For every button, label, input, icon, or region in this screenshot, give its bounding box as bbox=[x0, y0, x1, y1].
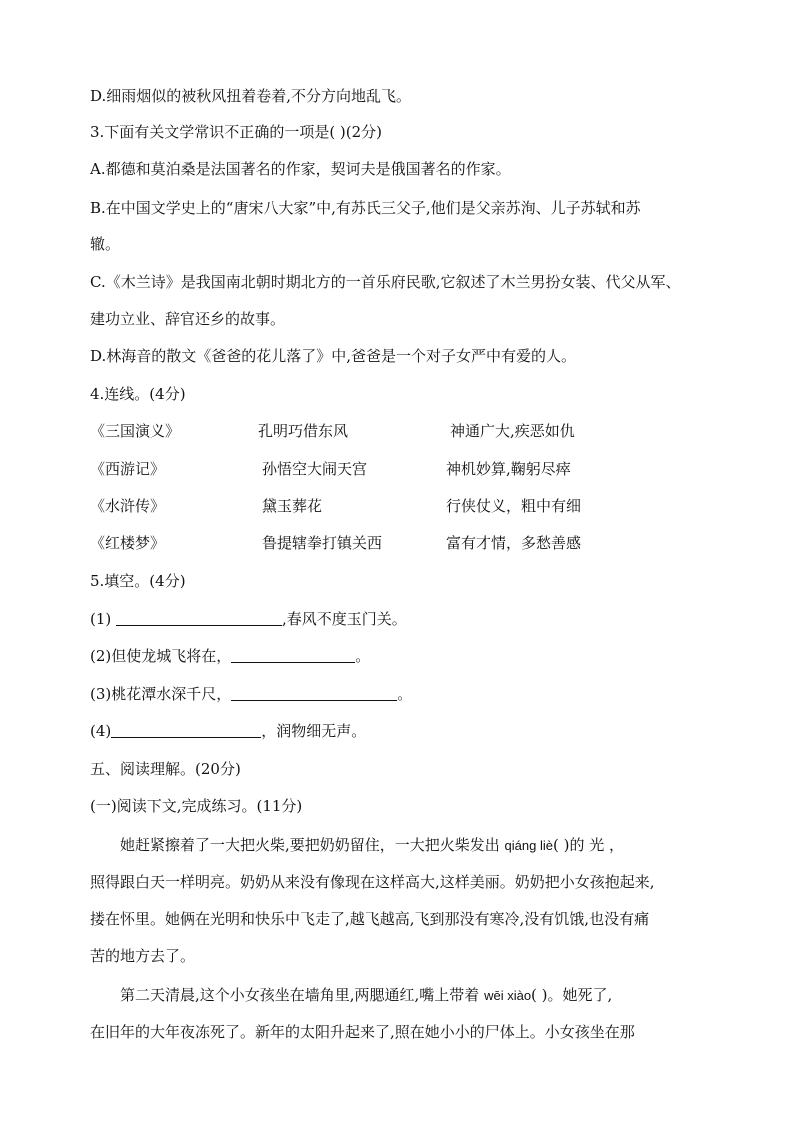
matching-trait: 神机妙算,鞠躬尽瘁 bbox=[446, 460, 571, 478]
pinyin-prompt: qiáng liè bbox=[504, 838, 553, 853]
fill-item-2-suffix: 。 bbox=[355, 647, 371, 665]
reading-part-1-heading: (一)阅读下文,完成练习。(11分) bbox=[90, 797, 303, 815]
fill-item-4-prefix: (4) bbox=[90, 722, 112, 740]
q3-option-c-line2: 建功立业、辞官还乡的故事。 bbox=[90, 310, 286, 328]
matching-trait: 神通广大,疾恶如仇 bbox=[450, 422, 575, 440]
passage-paragraph-1-line-1 bbox=[120, 835, 720, 856]
passage-paragraph-1-line-2: 照得跟白天一样明亮。奶奶从来没有像现在这样高大,这样美丽。奶奶把小女孩抱起来, bbox=[90, 873, 655, 891]
passage-paragraph-1-line-4: 苦的地方去了。 bbox=[90, 947, 196, 965]
matching-event: 鲁提辖拳打镇关西 bbox=[262, 534, 383, 552]
q3-option-c-line1: C.《木兰诗》是我国南北朝时期北方的一首乐府民歌,它叙述了木兰男扮女装、代父从军、 bbox=[90, 273, 681, 291]
section-5-heading: 五、阅读理解。(20分) bbox=[90, 760, 241, 778]
matching-trait: 行侠仗义，粗中有细 bbox=[446, 497, 582, 515]
matching-book: 《西游记》 bbox=[90, 460, 166, 478]
fill-item-2 bbox=[90, 646, 730, 666]
answer-blank-1[interactable] bbox=[116, 611, 282, 626]
passage-text: 。她死了, bbox=[547, 986, 613, 1004]
q3-option-a: A.都德和莫泊桑是法国著名的作家，契诃夫是俄国著名的作家。 bbox=[90, 160, 511, 178]
fill-item-3 bbox=[90, 684, 730, 704]
q4-heading: 4.连线。(4分) bbox=[90, 385, 186, 403]
passage-text: 她赶紧擦着了一大把火柴,要把奶奶留住，一大把火柴发出 bbox=[120, 836, 505, 854]
passage-text: 第二天清晨,这个小女孩坐在墙角里,两腮通红,嘴上带着 bbox=[120, 986, 485, 1004]
matching-book: 《三国演义》 bbox=[90, 422, 181, 440]
fill-item-2-prefix: (2)但使龙城飞将在， bbox=[90, 647, 232, 665]
pinyin-prompt: wēi xiào bbox=[484, 988, 532, 1003]
passage-text: 的 光 ， bbox=[569, 836, 625, 854]
fill-item-3-prefix: (3)桃花潭水深千尺， bbox=[90, 685, 232, 703]
matching-event: 孔明巧借东风 bbox=[258, 422, 349, 440]
fill-item-1-prefix: (1) bbox=[90, 610, 117, 628]
answer-blank-3[interactable] bbox=[231, 686, 397, 701]
matching-event: 黛玉葬花 bbox=[262, 497, 323, 515]
passage-paragraph-2-line-2: 在旧年的大年夜冻死了。新年的太阳升起来了,照在她小小的尸体上。小女孩坐在那 bbox=[90, 1023, 635, 1041]
answer-paren-2[interactable]: ( ) bbox=[531, 986, 548, 1004]
answer-paren-1[interactable]: ( ) bbox=[552, 836, 570, 854]
q3-option-b-line1: B.在中国文学史上的“唐宋八大家”中,有苏氏三父子,他们是父亲苏洵、儿子苏轼和苏 bbox=[90, 199, 641, 217]
fill-item-1-suffix: ,春风不度玉门关。 bbox=[282, 610, 407, 628]
fill-item-3-suffix: 。 bbox=[397, 685, 413, 703]
fill-item-4-suffix: ，润物细无声。 bbox=[261, 722, 367, 740]
q3-heading: 3.下面有关文学常识不正确的一项是( )(2分) bbox=[90, 123, 383, 141]
answer-blank-4[interactable] bbox=[111, 723, 261, 738]
answer-blank-2[interactable] bbox=[231, 648, 355, 663]
matching-trait: 富有才情，多愁善感 bbox=[446, 534, 582, 552]
passage-paragraph-2-line-1 bbox=[120, 985, 720, 1006]
q2-option-d: D.细雨烟似的被秋风扭着卷着,不分方向地乱飞。 bbox=[90, 87, 412, 105]
matching-book: 《红楼梦》 bbox=[90, 534, 166, 552]
matching-event: 孙悟空大闹天宫 bbox=[262, 460, 368, 478]
passage-paragraph-1-line-3: 搂在怀里。她俩在光明和快乐中飞走了,越飞越高,飞到那没有寒冷,没有饥饿,也没有痛 bbox=[90, 910, 650, 928]
q5-heading: 5.填空。(4分) bbox=[90, 572, 186, 590]
q3-option-d: D.林海音的散文《爸爸的花儿落了》中,爸爸是一个对子女严中有爱的人。 bbox=[90, 347, 577, 365]
fill-item-1 bbox=[90, 609, 730, 629]
q3-option-b-line2: 辙。 bbox=[90, 235, 121, 253]
matching-book: 《水浒传》 bbox=[90, 497, 166, 515]
fill-item-4 bbox=[90, 721, 730, 741]
